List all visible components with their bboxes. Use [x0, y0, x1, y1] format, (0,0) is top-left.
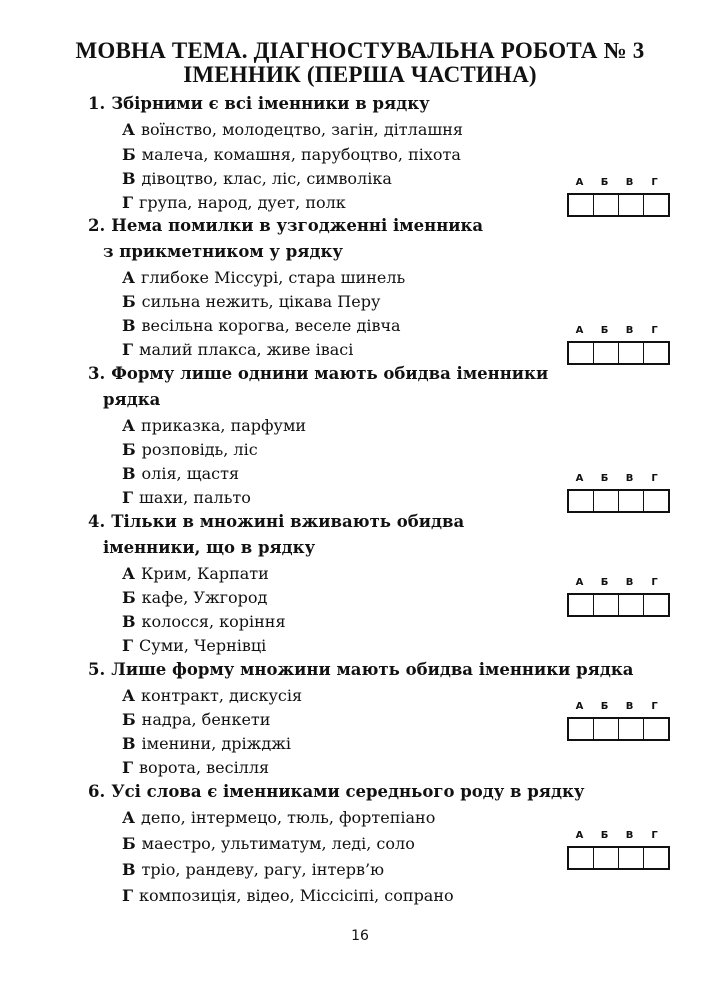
question-4-option-c	[122, 612, 286, 631]
question-3-option-a	[122, 416, 306, 435]
question-5-option-b	[122, 710, 270, 729]
option-letter: Б	[122, 145, 136, 164]
question-3-option-c	[122, 464, 239, 483]
page-title: МОВНА ТЕМА. ДІАГНОСТУВАЛЬНА РОБОТА № 3	[75, 38, 645, 63]
grid-label-b: Б	[600, 577, 609, 588]
option-letter: А	[122, 120, 136, 139]
grid-label-c: В	[625, 177, 634, 188]
answer-cell-d[interactable]	[644, 719, 668, 739]
question-3-heading	[88, 364, 548, 383]
question-1-option-b	[122, 145, 461, 164]
grid-label-c: В	[625, 473, 634, 484]
option-text: малий плакса, живе івасі	[139, 340, 354, 359]
grid-label-b: Б	[600, 830, 609, 841]
question-2-heading-cont: з прикметником у рядку	[103, 242, 343, 261]
option-text: депо, інтермецо, тюль, фортепіано	[141, 808, 436, 827]
question-number: 2.	[88, 216, 106, 235]
option-letter: В	[122, 860, 136, 879]
question-3-option-b	[122, 440, 258, 459]
question-text: Форму лише однини мають обидва іменники	[111, 364, 549, 383]
option-letter: В	[122, 169, 136, 188]
answer-cell-c[interactable]	[619, 343, 644, 363]
question-1-answer-grid	[567, 177, 670, 217]
option-text: дівоцтво, клас, ліс, символіка	[141, 169, 392, 188]
option-letter: Б	[122, 292, 136, 311]
grid-label-c: В	[625, 701, 634, 712]
grid-label-a: А	[575, 177, 584, 188]
option-letter: Б	[122, 588, 136, 607]
grid-label-d: Г	[651, 177, 658, 188]
question-text: Лише форму множини мають обидва іменники рядка	[111, 660, 634, 679]
grid-label-b: Б	[600, 177, 609, 188]
question-6-option-a	[122, 808, 435, 827]
option-text: сильна нежить, цікава Перу	[141, 292, 381, 311]
question-2-option-d	[122, 340, 353, 359]
option-text: глибоке Міссурі, стара шинель	[141, 268, 406, 287]
answer-cell-c[interactable]	[619, 848, 644, 868]
option-text: маестро, ультиматум, леді, соло	[141, 834, 415, 853]
grid-label-c: В	[625, 830, 634, 841]
page-number: 16	[351, 928, 369, 944]
answer-cell-b[interactable]	[594, 719, 619, 739]
answer-cell-a[interactable]	[569, 719, 594, 739]
option-letter: Б	[122, 834, 136, 853]
question-number: 3.	[88, 364, 106, 383]
question-3-option-d	[122, 488, 251, 507]
grid-label-d: Г	[651, 701, 658, 712]
option-letter: А	[122, 808, 136, 827]
question-1-heading	[88, 94, 430, 113]
question-3-answer-grid	[567, 473, 670, 513]
question-number: 4.	[88, 512, 106, 531]
question-text: Нема помилки в узгодженні іменника	[111, 216, 484, 235]
grid-label-d: Г	[651, 473, 658, 484]
answer-cell-b[interactable]	[594, 491, 619, 511]
option-letter: А	[122, 686, 136, 705]
grid-label-a: А	[575, 701, 584, 712]
answer-cell-d[interactable]	[644, 491, 668, 511]
question-6-option-d	[122, 886, 454, 905]
option-letter: Б	[122, 710, 136, 729]
option-letter: В	[122, 612, 136, 631]
option-letter: Г	[122, 193, 134, 212]
option-text: група, народ, дует, полк	[139, 193, 346, 212]
question-4-option-b	[122, 588, 267, 607]
answer-cell-c[interactable]	[619, 491, 644, 511]
grid-label-b: Б	[600, 473, 609, 484]
answer-cell-a[interactable]	[569, 343, 594, 363]
answer-cell-d[interactable]	[644, 343, 668, 363]
question-5-answer-grid	[567, 701, 670, 741]
option-letter: Б	[122, 440, 136, 459]
grid-label-a: А	[575, 473, 584, 484]
option-text: ворота, весілля	[139, 758, 270, 777]
question-6-option-c	[122, 860, 384, 879]
page-subtitle: ІМЕННИК (ПЕРША ЧАСТИНА)	[183, 62, 537, 87]
question-6-answer-grid	[567, 830, 670, 870]
answer-cell-b[interactable]	[594, 343, 619, 363]
question-6-heading	[88, 782, 584, 801]
question-text: Усі слова є іменниками середнього роду в рядку	[111, 782, 585, 801]
question-2-option-c	[122, 316, 401, 335]
grid-label-a: А	[575, 577, 584, 588]
answer-cell-c[interactable]	[619, 595, 644, 615]
question-1-option-c	[122, 169, 392, 188]
grid-label-a: А	[575, 830, 584, 841]
option-text: іменини, дріжджі	[141, 734, 292, 753]
option-text: композиція, відео, Міссісіпі, сопрано	[139, 886, 454, 905]
option-text: надра, бенкети	[141, 710, 271, 729]
option-letter: А	[122, 268, 136, 287]
option-letter: Г	[122, 758, 134, 777]
option-letter: Г	[122, 340, 134, 359]
option-letter: В	[122, 464, 136, 483]
answer-cell-a[interactable]	[569, 595, 594, 615]
answer-cell-b[interactable]	[594, 595, 619, 615]
option-letter: А	[122, 416, 136, 435]
question-1-option-a	[122, 120, 463, 139]
question-4-answer-grid	[567, 577, 670, 617]
option-text: колосся, коріння	[141, 612, 286, 631]
option-text: кафе, Ужгород	[141, 588, 268, 607]
answer-cell-b[interactable]	[594, 195, 619, 215]
option-text: олія, щастя	[141, 464, 240, 483]
grid-label-b: Б	[600, 701, 609, 712]
option-text: контракт, дискусія	[141, 686, 303, 705]
question-text: Тільки в множині вживають обидва	[111, 512, 465, 531]
option-letter: В	[122, 316, 136, 335]
option-text: приказка, парфуми	[141, 416, 307, 435]
question-4-option-a	[122, 564, 269, 583]
grid-label-d: Г	[651, 830, 658, 841]
grid-label-d: Г	[651, 577, 658, 588]
option-letter: Г	[122, 488, 134, 507]
answer-cell-a[interactable]	[569, 491, 594, 511]
question-4-heading-cont: іменники, що в рядку	[103, 538, 316, 557]
answer-cell-d[interactable]	[644, 595, 668, 615]
answer-cell-d[interactable]	[644, 848, 668, 868]
option-text: весільна корогва, веселе дівча	[141, 316, 401, 335]
option-text: малеча, комашня, парубоцтво, піхота	[141, 145, 461, 164]
grid-label-c: В	[625, 577, 634, 588]
question-6-option-b	[122, 834, 415, 853]
grid-label-b: Б	[600, 325, 609, 336]
option-text: Крим, Карпати	[141, 564, 269, 583]
question-5-option-d	[122, 758, 269, 777]
option-text: шахи, пальто	[139, 488, 251, 507]
option-letter: А	[122, 564, 136, 583]
question-5-option-a	[122, 686, 302, 705]
question-1-option-d	[122, 193, 346, 212]
grid-label-c: В	[625, 325, 634, 336]
answer-cell-a[interactable]	[569, 848, 594, 868]
question-5-option-c	[122, 734, 291, 753]
question-number: 5.	[88, 660, 106, 679]
option-text: тріо, рандеву, рагу, інтерв’ю	[141, 860, 385, 879]
question-3-heading-cont: рядка	[103, 390, 161, 409]
option-letter: Г	[122, 886, 134, 905]
answer-cell-a[interactable]	[569, 195, 594, 215]
option-text: розповідь, ліс	[141, 440, 258, 459]
question-2-heading	[88, 216, 483, 235]
option-letter: В	[122, 734, 136, 753]
question-4-heading	[88, 512, 464, 531]
answer-cell-d[interactable]	[644, 195, 668, 215]
answer-cell-c[interactable]	[619, 719, 644, 739]
option-text: воїнство, молодецтво, загін, дітлашня	[141, 120, 463, 139]
question-4-option-d	[122, 636, 266, 655]
question-5-heading	[88, 660, 633, 679]
grid-label-d: Г	[651, 325, 658, 336]
question-number: 1.	[88, 94, 106, 113]
answer-cell-c[interactable]	[619, 195, 644, 215]
question-2-option-a	[122, 268, 405, 287]
grid-label-a: А	[575, 325, 584, 336]
question-text: Збірними є всі іменники в рядку	[111, 94, 430, 113]
answer-cell-b[interactable]	[594, 848, 619, 868]
option-text: Суми, Чернівці	[139, 636, 267, 655]
question-2-answer-grid	[567, 325, 670, 365]
question-2-option-b	[122, 292, 380, 311]
option-letter: Г	[122, 636, 134, 655]
question-number: 6.	[88, 782, 106, 801]
